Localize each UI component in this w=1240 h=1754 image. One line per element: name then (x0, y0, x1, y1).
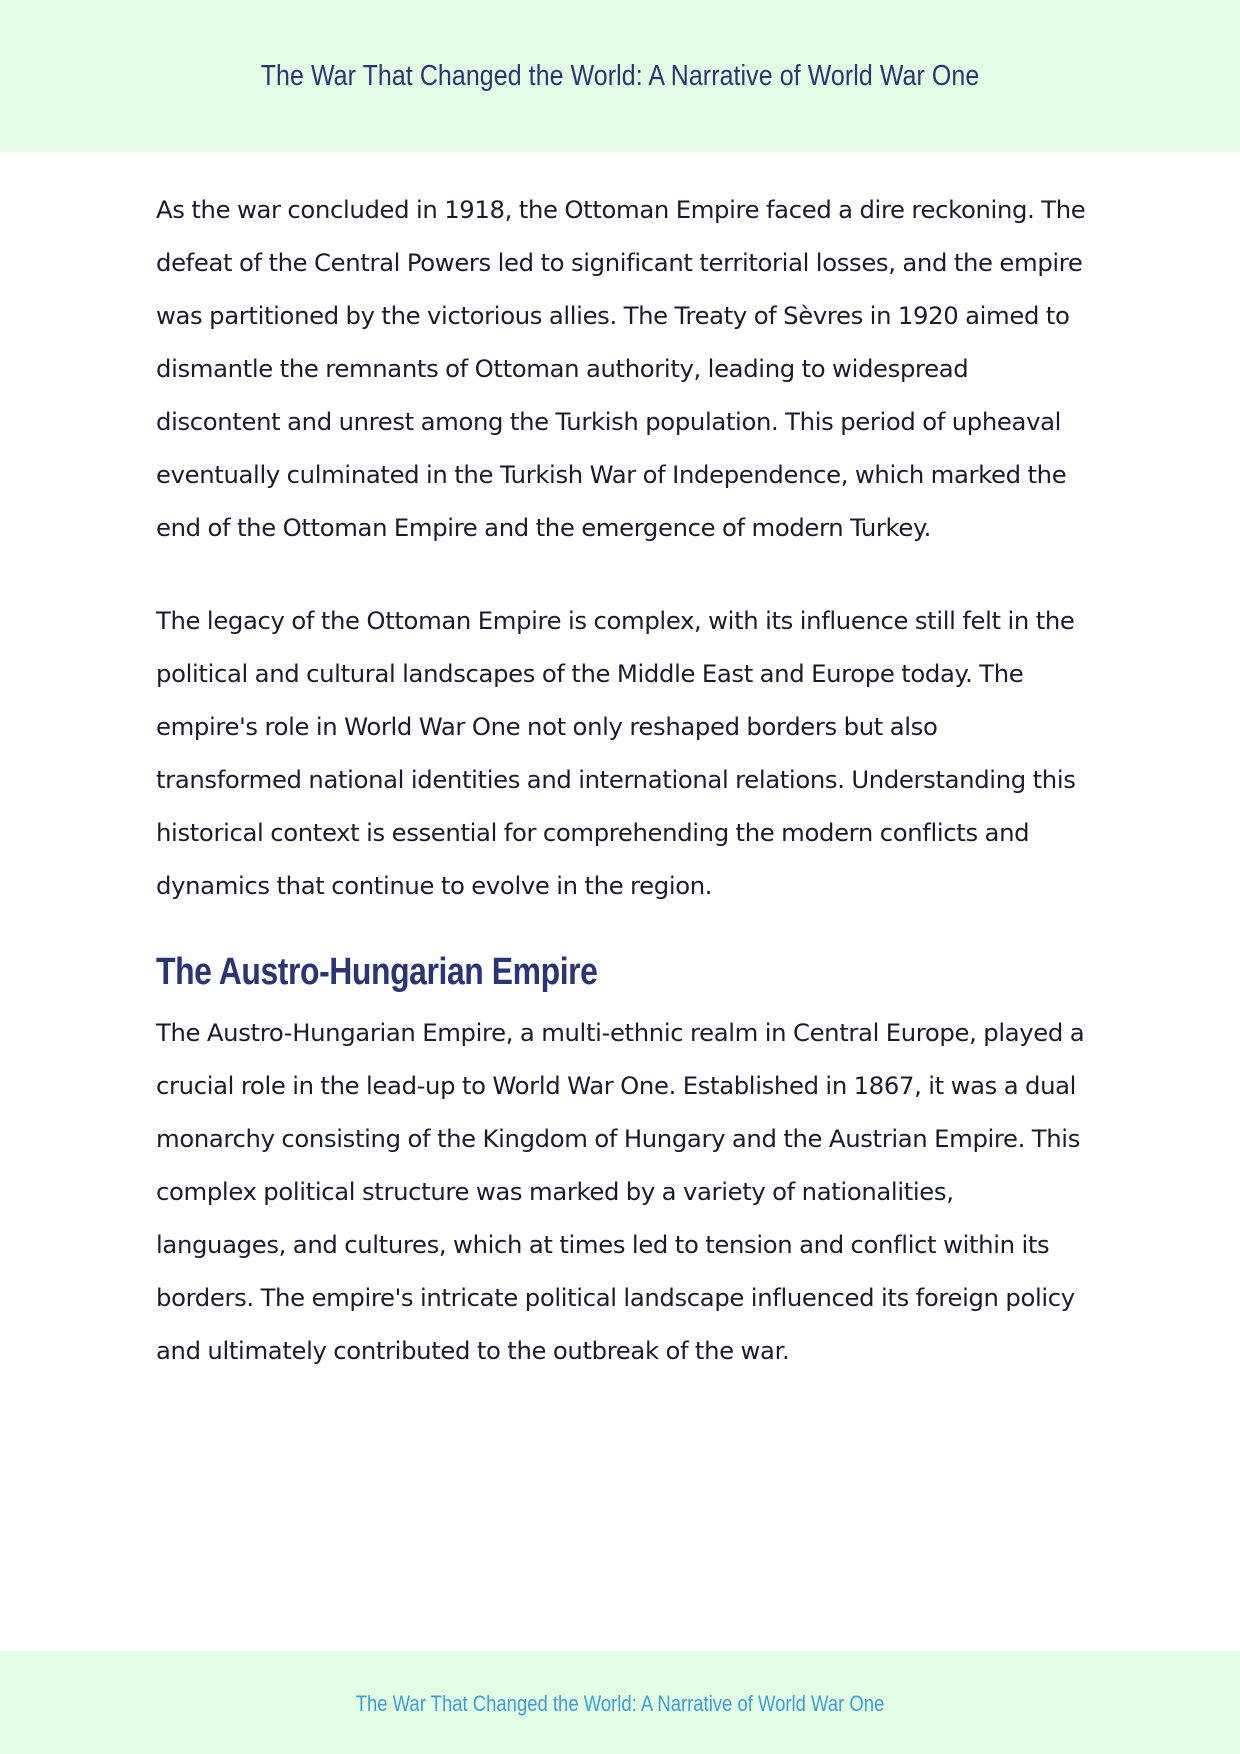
page-header (0, 0, 1240, 152)
page-footer (0, 1651, 1240, 1754)
section-heading: The Austro-Hungarian Empire (156, 951, 598, 993)
footer-title: The War That Changed the World: A Narrative of World War One (355, 1691, 885, 1716)
paragraph-ottoman-aftermath: As the war concluded in 1918, the Ottoman Empire faced a dire reckoning. The defeat of the Central Powers led to significant territorial losses, and the empire was partitioned by the victorious allies. The Treaty of Sèvres in 1920 aimed to dismantle the remnants of Ottoman authority, leading to widespread discontent and unrest among the Turkish population. This period of upheaval eventually culminated in the Turkish War of Independence, which marked the end of the Ottoman Empire and the emergence of modern Turkey. (156, 195, 1086, 542)
main-content (156, 183, 1086, 1377)
header-title: The War That Changed the World: A Narrative of World War One (260, 60, 980, 92)
paragraph-austro-hungarian: The Austro-Hungarian Empire, a multi-ethnic realm in Central Europe, played a crucial role in the lead-up to World War One. Established in 1867, it was a dual monarchy consisting of the Kingdom of Hungary and the Austrian Empire. This complex political structure was marked by a variety of nationalities, languages, and cultures, which at times led to tension and conflict within its borders. The empire's intricate political landscape influenced its foreign policy and ultimately contributed to the outbreak of the war. (156, 1018, 1085, 1365)
paragraph-ottoman-legacy: The legacy of the Ottoman Empire is complex, with its influence still felt in the political and cultural landscapes of the Middle East and Europe today. The empire's role in World War One not only reshaped borders but also transformed national identities and international relations. Understanding this historical context is essential for comprehending the modern conflicts and dynamics that continue to evolve in the region. (156, 606, 1076, 900)
